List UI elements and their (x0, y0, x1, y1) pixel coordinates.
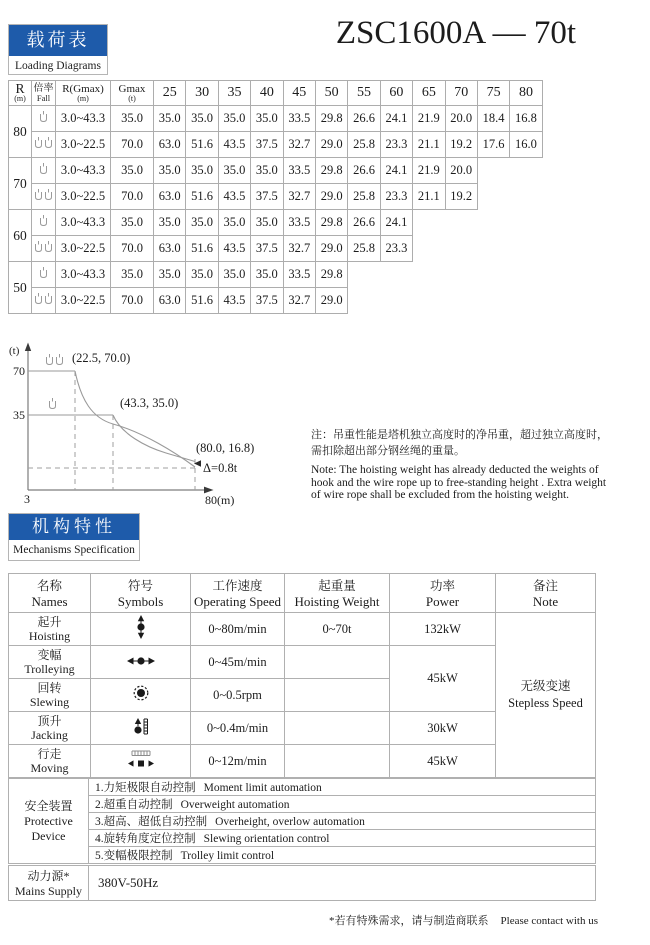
mech-speed-cell: 0~80m/min (191, 613, 285, 646)
load-cell: 21.1 (413, 132, 445, 158)
mains-supply-value: 380V-50Hz (89, 866, 596, 901)
empty-cell (413, 210, 445, 236)
mech-symbol-cell (91, 646, 191, 679)
loading-row (9, 288, 543, 314)
load-cell: 29.0 (315, 184, 347, 210)
load-cell: 24.1 (380, 158, 412, 184)
loading-table-body (9, 81, 543, 314)
protective-item-cell: 2.超重自动控制 Overweight automation (89, 796, 596, 813)
load-cell: 63.0 (154, 288, 186, 314)
load-cell: 43.5 (218, 132, 250, 158)
protective-item-row (9, 847, 596, 864)
load-cell: 35.0 (186, 106, 218, 132)
load-cell: 35.0 (218, 158, 250, 184)
radius-range-cell: 3.0~22.5 (56, 236, 111, 262)
mains-supply-table (8, 865, 596, 901)
mechanisms-table (8, 573, 596, 778)
radius-range-cell: 3.0~22.5 (56, 288, 111, 314)
mech-col-header: 名称 Names (9, 574, 91, 613)
mech-speed-cell: 0~0.4m/min (191, 712, 285, 745)
mech-power-cell: 132kW (390, 613, 496, 646)
col-radius-75: 75 (477, 81, 509, 106)
mech-name-cell: 回转 Slewing (9, 679, 91, 712)
protective-item-cell: 3.超高、超低自动控制 Overheight, overlow automation (89, 813, 596, 830)
mech-header-row (9, 574, 596, 613)
mech-col-header: 符号 Symbols (91, 574, 191, 613)
double-fall-curve (75, 371, 195, 467)
load-curve-chart (8, 342, 348, 512)
load-cell: 25.8 (348, 132, 380, 158)
note-en-line: of wire rope shall be excluded from the hoisting weight. (311, 489, 570, 501)
loading-row (9, 210, 543, 236)
protective-table-body (9, 779, 596, 864)
gmax-cell: 35.0 (111, 106, 154, 132)
col-radius-45: 45 (283, 81, 315, 106)
col-radius-55: 55 (348, 81, 380, 106)
col-radius-40: 40 (251, 81, 283, 106)
empty-cell (445, 236, 477, 262)
empty-cell (348, 288, 380, 314)
mech-name-cell: 顶升 Jacking (9, 712, 91, 745)
gmax-cell: 35.0 (111, 158, 154, 184)
loading-table (8, 80, 543, 314)
empty-cell (445, 262, 477, 288)
double-fall-icon (34, 292, 53, 305)
dashed-guides (28, 371, 195, 490)
load-cell: 43.5 (218, 288, 250, 314)
col-gmax: Gmax (t) (111, 81, 154, 106)
protective-item-cell: 4.旋转角度定位控制 Slewing orientation control (89, 830, 596, 847)
load-cell: 35.0 (218, 210, 250, 236)
load-cell: 35.0 (251, 106, 283, 132)
annotation-delta: Δ=0.8t (203, 461, 238, 475)
double-fall-icon (45, 353, 64, 366)
load-cell: 32.7 (283, 132, 315, 158)
empty-cell (413, 236, 445, 262)
load-cell: 29.8 (315, 106, 347, 132)
mech-weight-cell: 0~70t (285, 613, 390, 646)
tower-height-cell: 80 (9, 106, 32, 158)
load-cell: 18.4 (477, 106, 509, 132)
col-rgmax: R(Gmax) (m) (56, 81, 111, 106)
empty-cell (380, 262, 412, 288)
radius-range-cell: 3.0~43.3 (56, 106, 111, 132)
load-cell: 35.0 (218, 262, 250, 288)
load-cell: 37.5 (251, 288, 283, 314)
protective-device-table (8, 778, 596, 864)
fall-cell (32, 184, 56, 210)
gmax-cell: 70.0 (111, 184, 154, 210)
protective-label-cell: 安全装置 Protective Device (9, 779, 89, 864)
empty-cell (477, 236, 509, 262)
mechanisms-table-body (9, 574, 596, 778)
mechanisms-section-header (8, 513, 140, 561)
single-fall-icon (48, 397, 57, 410)
load-cell: 33.5 (283, 210, 315, 236)
load-cell: 35.0 (186, 262, 218, 288)
load-cell: 43.5 (218, 236, 250, 262)
load-cell: 19.2 (445, 184, 477, 210)
mech-col-header: 功率 Power (390, 574, 496, 613)
load-cell: 21.9 (413, 106, 445, 132)
load-cell: 29.8 (315, 210, 347, 236)
empty-cell (510, 184, 542, 210)
mech-name-cell: 行走 Moving (9, 745, 91, 778)
mech-symbol-cell (91, 712, 191, 745)
loading-table-header-row (9, 81, 543, 106)
empty-cell (477, 184, 509, 210)
mech-col-header: 起重量 Hoisting Weight (285, 574, 390, 613)
load-cell: 26.6 (348, 106, 380, 132)
radius-range-cell: 3.0~43.3 (56, 158, 111, 184)
y-axis-arrow-icon (25, 343, 31, 352)
load-cell: 51.6 (186, 184, 218, 210)
tower-height-cell: 50 (9, 262, 32, 314)
protective-item-cell: 1.力矩极限自动控制 Moment limit automation (89, 779, 596, 796)
col-radius-35: 35 (218, 81, 250, 106)
load-cell: 17.6 (477, 132, 509, 158)
annotation-point-35: (43.3, 35.0) (120, 396, 179, 410)
mains-supply-label-en: Mains Supply (14, 883, 82, 898)
note-zh-line: 注：吊重性能是塔机独立高度时的净吊重，超过独立高度时， (311, 429, 608, 441)
mains-supply-label-zh: 动力源* (27, 868, 70, 883)
single-fall-icon (39, 266, 48, 279)
load-cell: 26.6 (348, 210, 380, 236)
single-fall-icon (39, 162, 48, 175)
moving-symbol-icon (127, 750, 155, 769)
empty-cell (380, 288, 412, 314)
double-fall-icon (34, 188, 53, 201)
load-cell: 35.0 (154, 106, 186, 132)
load-cell: 24.1 (380, 210, 412, 236)
load-cell: 35.0 (186, 210, 218, 236)
note-zh-line: 需扣除超出部分钢丝绳的重量。 (311, 445, 465, 457)
empty-cell (510, 236, 542, 262)
load-cell: 51.6 (186, 288, 218, 314)
load-cell: 16.0 (510, 132, 542, 158)
note-block (311, 427, 646, 502)
jacking-symbol-icon (133, 717, 149, 736)
gmax-cell: 70.0 (111, 236, 154, 262)
load-cell: 29.8 (315, 158, 347, 184)
y-axis-unit-label: (t) (9, 345, 20, 357)
load-cell: 63.0 (154, 236, 186, 262)
load-cell: 43.5 (218, 184, 250, 210)
load-cell: 35.0 (186, 158, 218, 184)
empty-cell (510, 210, 542, 236)
load-cell: 37.5 (251, 184, 283, 210)
empty-cell (510, 262, 542, 288)
load-cell: 29.0 (315, 132, 347, 158)
col-fall: 倍率 Fall (32, 81, 56, 106)
empty-cell (445, 288, 477, 314)
load-cell: 21.9 (413, 158, 445, 184)
fall-cell (32, 288, 56, 314)
protective-item-cell: 5.变幅极限控制 Trolley limit control (89, 847, 596, 864)
section-title-en: Mechanisms Specification (13, 544, 135, 556)
fall-cell (32, 158, 56, 184)
load-cell: 24.1 (380, 106, 412, 132)
mech-speed-cell: 0~45m/min (191, 646, 285, 679)
double-fall-icon (34, 136, 53, 149)
load-cell: 16.8 (510, 106, 542, 132)
radius-range-cell: 3.0~43.3 (56, 210, 111, 236)
loading-row (9, 236, 543, 262)
fall-cell (32, 236, 56, 262)
tower-height-cell: 70 (9, 158, 32, 210)
annotation-point-end: (80.0, 16.8) (196, 441, 255, 455)
empty-cell (477, 288, 509, 314)
load-cell: 33.5 (283, 262, 315, 288)
mech-name-cell: 变幅 Trolleying (9, 646, 91, 679)
note-en-line: Note: The hoisting weight has already deducted the weights of (311, 464, 599, 476)
mech-symbol-cell (91, 679, 191, 712)
mech-name-cell: 起升 Hoisting (9, 613, 91, 646)
empty-cell (477, 262, 509, 288)
mech-power-cell: 45kW (390, 745, 496, 778)
mech-note-cell: 无级变速 Stepless Speed (496, 613, 596, 778)
load-cell: 35.0 (154, 262, 186, 288)
load-cell: 29.0 (315, 288, 347, 314)
mains-supply-label (9, 866, 89, 901)
gmax-cell: 35.0 (111, 210, 154, 236)
radius-range-cell: 3.0~22.5 (56, 184, 111, 210)
col-radius-30: 30 (186, 81, 218, 106)
empty-cell (413, 262, 445, 288)
load-cell: 33.5 (283, 158, 315, 184)
load-cell: 20.0 (445, 158, 477, 184)
footer-note-en: Please contact with us (500, 915, 598, 927)
load-cell: 32.7 (283, 184, 315, 210)
load-cell: 35.0 (154, 210, 186, 236)
mech-symbol-cell (91, 745, 191, 778)
load-cell: 35.0 (251, 210, 283, 236)
load-cell: 37.5 (251, 236, 283, 262)
load-cell: 29.0 (315, 236, 347, 262)
fall-cell (32, 210, 56, 236)
load-cell: 63.0 (154, 132, 186, 158)
note-en-line: hook and the wire rope up to free-standing height . Extra weight (311, 476, 607, 489)
load-cell: 19.2 (445, 132, 477, 158)
page-title: ZSC1600A — 70t (335, 15, 577, 51)
protective-item-row (9, 813, 596, 830)
single-fall-curve (113, 415, 195, 462)
annotation-point-70: (22.5, 70.0) (72, 351, 131, 365)
load-cell: 32.7 (283, 288, 315, 314)
empty-cell (477, 210, 509, 236)
footer-note-zh: *若有特殊需求，请与制造商联系 (329, 915, 489, 927)
mech-col-header: 备注 Note (496, 574, 596, 613)
protective-item-row (9, 779, 596, 796)
load-cell: 35.0 (251, 262, 283, 288)
load-cell: 23.3 (380, 132, 412, 158)
radius-range-cell: 3.0~43.3 (56, 262, 111, 288)
load-cell: 51.6 (186, 132, 218, 158)
empty-cell (413, 288, 445, 314)
loading-diagrams-section-header (8, 24, 108, 75)
section-title-zh: 机构特性 (9, 514, 139, 540)
load-cell: 20.0 (445, 106, 477, 132)
x-end-label: 80(m) (205, 493, 235, 507)
col-radius-60: 60 (380, 81, 412, 106)
loading-row (9, 106, 543, 132)
mech-power-cell: 45kW (390, 646, 496, 712)
gmax-cell: 70.0 (111, 132, 154, 158)
load-cell: 35.0 (154, 158, 186, 184)
y-tick-70: 70 (13, 364, 25, 378)
empty-cell (477, 158, 509, 184)
trolleying-symbol-icon (127, 656, 155, 666)
mech-weight-cell (285, 679, 390, 712)
mech-weight-cell (285, 745, 390, 778)
load-cell: 25.8 (348, 236, 380, 262)
loading-row (9, 262, 543, 288)
y-tick-35: 35 (13, 408, 25, 422)
col-radius-80: 80 (510, 81, 542, 106)
load-cell: 33.5 (283, 106, 315, 132)
load-cell: 63.0 (154, 184, 186, 210)
col-radius-50: 50 (315, 81, 347, 106)
mech-row (9, 613, 596, 646)
mech-symbol-cell (91, 613, 191, 646)
col-radius-25: 25 (154, 81, 186, 106)
fall-cell (32, 106, 56, 132)
load-cell: 32.7 (283, 236, 315, 262)
gmax-cell: 35.0 (111, 262, 154, 288)
load-curve-svg (8, 342, 348, 512)
tower-height-cell: 60 (9, 210, 32, 262)
empty-cell (510, 288, 542, 314)
fall-cell (32, 132, 56, 158)
protective-item-row (9, 796, 596, 813)
mech-col-header: 工作速度 Operating Speed (191, 574, 285, 613)
load-cell: 23.3 (380, 236, 412, 262)
mech-speed-cell: 0~12m/min (191, 745, 285, 778)
loading-row (9, 184, 543, 210)
single-fall-icon (39, 214, 48, 227)
section-title-en: Loading Diagrams (15, 60, 101, 72)
load-cell: 35.0 (251, 158, 283, 184)
loading-row (9, 158, 543, 184)
col-radius-65: 65 (413, 81, 445, 106)
mech-weight-cell (285, 712, 390, 745)
gmax-cell: 70.0 (111, 288, 154, 314)
empty-cell (348, 262, 380, 288)
load-cell: 29.8 (315, 262, 347, 288)
fall-cell (32, 262, 56, 288)
load-cell: 26.6 (348, 158, 380, 184)
section-title-zh: 载荷表 (9, 25, 107, 56)
slewing-symbol-icon (132, 684, 150, 702)
load-cell: 25.8 (348, 184, 380, 210)
mech-weight-cell (285, 646, 390, 679)
load-cell: 51.6 (186, 236, 218, 262)
col-radius-70: 70 (445, 81, 477, 106)
protective-item-row (9, 830, 596, 847)
loading-row (9, 132, 543, 158)
radius-range-cell: 3.0~22.5 (56, 132, 111, 158)
empty-cell (445, 210, 477, 236)
footer-note (250, 912, 598, 928)
mech-power-cell: 30kW (390, 712, 496, 745)
single-fall-icon (39, 110, 48, 123)
load-cell: 35.0 (218, 106, 250, 132)
load-cell: 37.5 (251, 132, 283, 158)
hoisting-symbol-icon (135, 615, 147, 639)
col-radius: R (m) (9, 81, 32, 106)
x-origin-label: 3 (24, 492, 30, 506)
double-fall-icon (34, 240, 53, 253)
load-cell: 23.3 (380, 184, 412, 210)
empty-cell (510, 158, 542, 184)
mech-speed-cell: 0~0.5rpm (191, 679, 285, 712)
mains-supply-row (9, 866, 596, 901)
load-cell: 21.1 (413, 184, 445, 210)
